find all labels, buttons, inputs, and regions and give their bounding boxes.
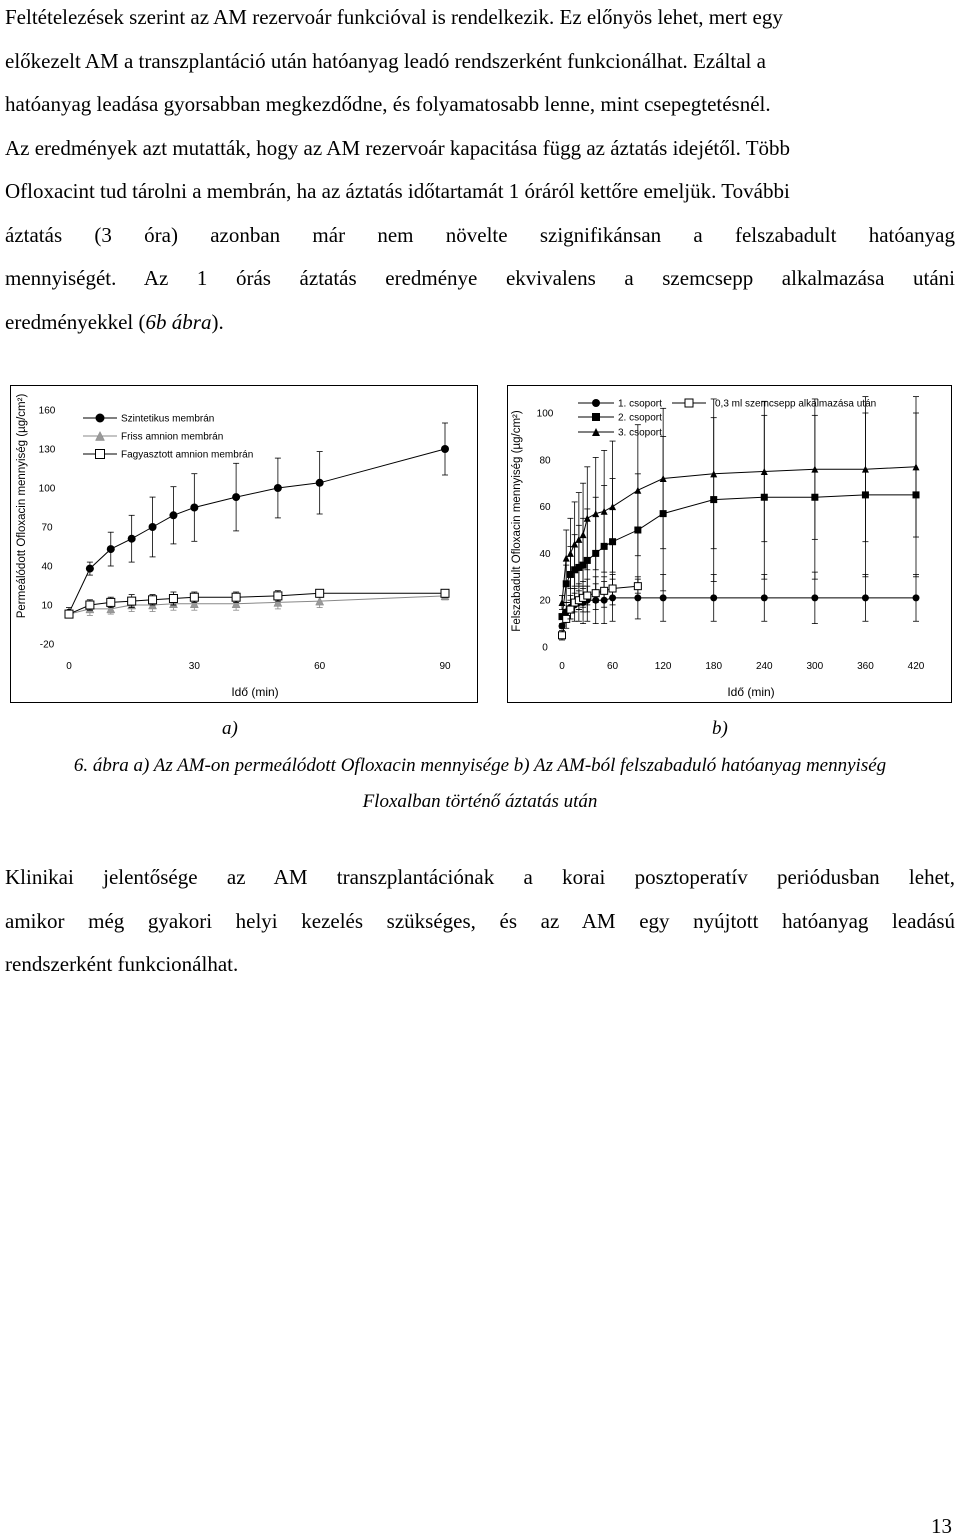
clinical-line: Klinikai jelentősége az AM transzplantációnak a korai posztoperatív periódusban lehet, <box>5 865 955 889</box>
data-point <box>710 594 717 601</box>
intro-line: áztatás (3 óra) azonban már nem növelte szignifikánsan a felszabadult hatóanyag <box>5 222 955 247</box>
y-tick-label: 100 <box>38 483 56 495</box>
legend-label: 0,3 ml szemcsepp alkalmazása után <box>715 398 877 410</box>
x-tick-label: 420 <box>907 661 925 672</box>
data-point <box>584 592 591 599</box>
x-tick-label: 240 <box>755 661 773 672</box>
x-tick-label: 30 <box>188 661 200 672</box>
intro-last-suffix: ). <box>211 309 224 334</box>
caption-line: 6. ábra a) Az AM-on permeálódott Ofloxacin mennyisége b) Az AM-ból felszabaduló hatóanyag mennyiség <box>73 755 887 776</box>
data-point <box>567 550 574 557</box>
data-point <box>107 545 115 553</box>
data-point <box>274 592 282 600</box>
figure-a-chart <box>10 385 478 703</box>
data-point <box>316 479 324 487</box>
data-point <box>580 531 587 538</box>
x-axis-label: Idő (min) <box>727 685 775 699</box>
x-tick-label: 360 <box>857 661 874 672</box>
x-tick-label: 120 <box>654 661 672 672</box>
x-tick-label: 90 <box>439 661 451 672</box>
data-point <box>232 493 240 501</box>
data-point <box>761 594 768 601</box>
data-point <box>274 484 282 492</box>
data-point <box>232 593 240 601</box>
series-line <box>69 593 445 614</box>
y-tick-label: 10 <box>41 600 53 612</box>
y-tick-label: -20 <box>39 639 55 651</box>
legend-marker <box>685 399 693 407</box>
data-point <box>169 595 177 603</box>
x-tick-label: 60 <box>314 661 326 672</box>
data-point <box>601 587 608 594</box>
data-point <box>559 632 566 639</box>
x-axis-label: Idő (min) <box>231 685 279 699</box>
data-point <box>65 610 73 618</box>
clinical-line: rendszerként funkcionálhat. <box>5 952 239 976</box>
y-axis-label: Felszabadult Ofloxacin mennyiség (µg/cm²) <box>511 410 523 632</box>
data-point <box>128 597 136 605</box>
y-tick-label: 0 <box>542 642 548 654</box>
y-tick-label: 20 <box>539 595 551 607</box>
legend-marker <box>96 414 105 423</box>
data-point <box>592 590 599 597</box>
data-point <box>128 535 136 543</box>
x-tick-label: 180 <box>705 661 723 672</box>
data-point <box>86 565 94 573</box>
figure-b-svg <box>508 386 953 704</box>
panel-label-b: b) <box>712 718 728 739</box>
x-tick-label: 0 <box>559 661 565 672</box>
series-line <box>562 598 916 626</box>
data-point <box>169 511 177 519</box>
series-line <box>69 596 445 614</box>
data-point <box>601 508 608 515</box>
data-point <box>811 594 818 601</box>
data-point <box>441 445 449 453</box>
data-point <box>913 594 920 601</box>
legend-label: 2. csoport <box>618 412 662 424</box>
legend-marker <box>592 413 600 421</box>
intro-line: Ofloxacint tud tárolni a membrán, ha az áztatás időtartamát 1 óráról kettőre emeljük. További <box>5 179 790 203</box>
intro-last-prefix: eredményekkel ( <box>5 309 146 334</box>
data-point <box>190 504 198 512</box>
data-point <box>592 510 599 517</box>
x-tick-label: 60 <box>607 661 619 672</box>
data-point <box>441 589 449 597</box>
panel-label-a: a) <box>222 718 238 739</box>
figure-reference: 6b ábra <box>145 309 212 334</box>
legend-label: Fagyasztott amnion membrán <box>121 449 254 461</box>
legend-marker <box>96 450 105 459</box>
intro-line: Feltételezések szerint az AM rezervoár funkcióval is rendelkezik. Ez előnyös lehet, mert egy <box>5 5 783 29</box>
legend-marker <box>592 399 600 407</box>
data-point <box>316 589 324 597</box>
y-tick-label: 100 <box>536 408 554 420</box>
intro-paragraph <box>5 0 955 344</box>
figure-a-svg <box>11 386 479 704</box>
series-line <box>562 467 916 603</box>
intro-line: Az eredmények azt mutatták, hogy az AM rezervoár kapacitása függ az áztatás idejétől. Több <box>5 135 791 160</box>
y-tick-label: 40 <box>539 548 551 560</box>
data-point <box>634 594 641 601</box>
x-tick-label: 0 <box>66 661 72 672</box>
figure-b-chart <box>507 385 952 703</box>
clinical-line: amikor még gyakori helyi kezelés szükséges, és az AM egy nyújtott hatóanyag leadású <box>5 908 955 933</box>
legend-label: Szintetikus membrán <box>121 413 215 425</box>
legend-label: 1. csoport <box>618 398 662 410</box>
data-point <box>609 585 616 592</box>
data-point <box>190 593 198 601</box>
clinical-paragraph <box>5 856 955 987</box>
data-point <box>609 503 616 510</box>
y-tick-label: 70 <box>41 522 53 534</box>
intro-line: hatóanyag leadása gyorsabban megkezdődne, és folyamatosabb lenne, mint csepegtetésnél. <box>5 92 771 116</box>
data-point <box>86 601 94 609</box>
y-axis-label: Permeálódott Ofloxacin mennyiség (µg/cm²) <box>16 393 28 619</box>
intro-line: mennyiségét. Az 1 órás áztatás eredménye ekvivalens a szemcsepp alkalmazása utáni <box>5 266 955 290</box>
intro-line-last <box>5 301 955 345</box>
data-point <box>634 583 641 590</box>
intro-line: előkezelt AM a transzplantáció után hatóanyag leadó rendszerként funkcionálhat. Ezáltal a <box>5 48 766 73</box>
y-tick-label: 80 <box>539 455 551 467</box>
page-number: 13 <box>931 1514 952 1538</box>
x-tick-label: 300 <box>806 661 824 672</box>
series-line <box>69 449 445 613</box>
figure-caption <box>73 748 887 820</box>
data-point <box>634 487 641 494</box>
data-point <box>149 523 157 531</box>
y-tick-label: 40 <box>41 561 53 573</box>
y-tick-label: 60 <box>539 502 551 514</box>
y-tick-label: 160 <box>38 405 56 417</box>
caption-line: Floxalban történő áztatás után <box>362 791 598 812</box>
data-point <box>149 596 157 604</box>
data-point <box>660 594 667 601</box>
data-point <box>107 598 115 606</box>
data-point <box>862 594 869 601</box>
legend-label: Friss amnion membrán <box>121 431 224 443</box>
legend-label: 3. csoport <box>618 427 662 439</box>
y-tick-label: 130 <box>38 444 56 456</box>
